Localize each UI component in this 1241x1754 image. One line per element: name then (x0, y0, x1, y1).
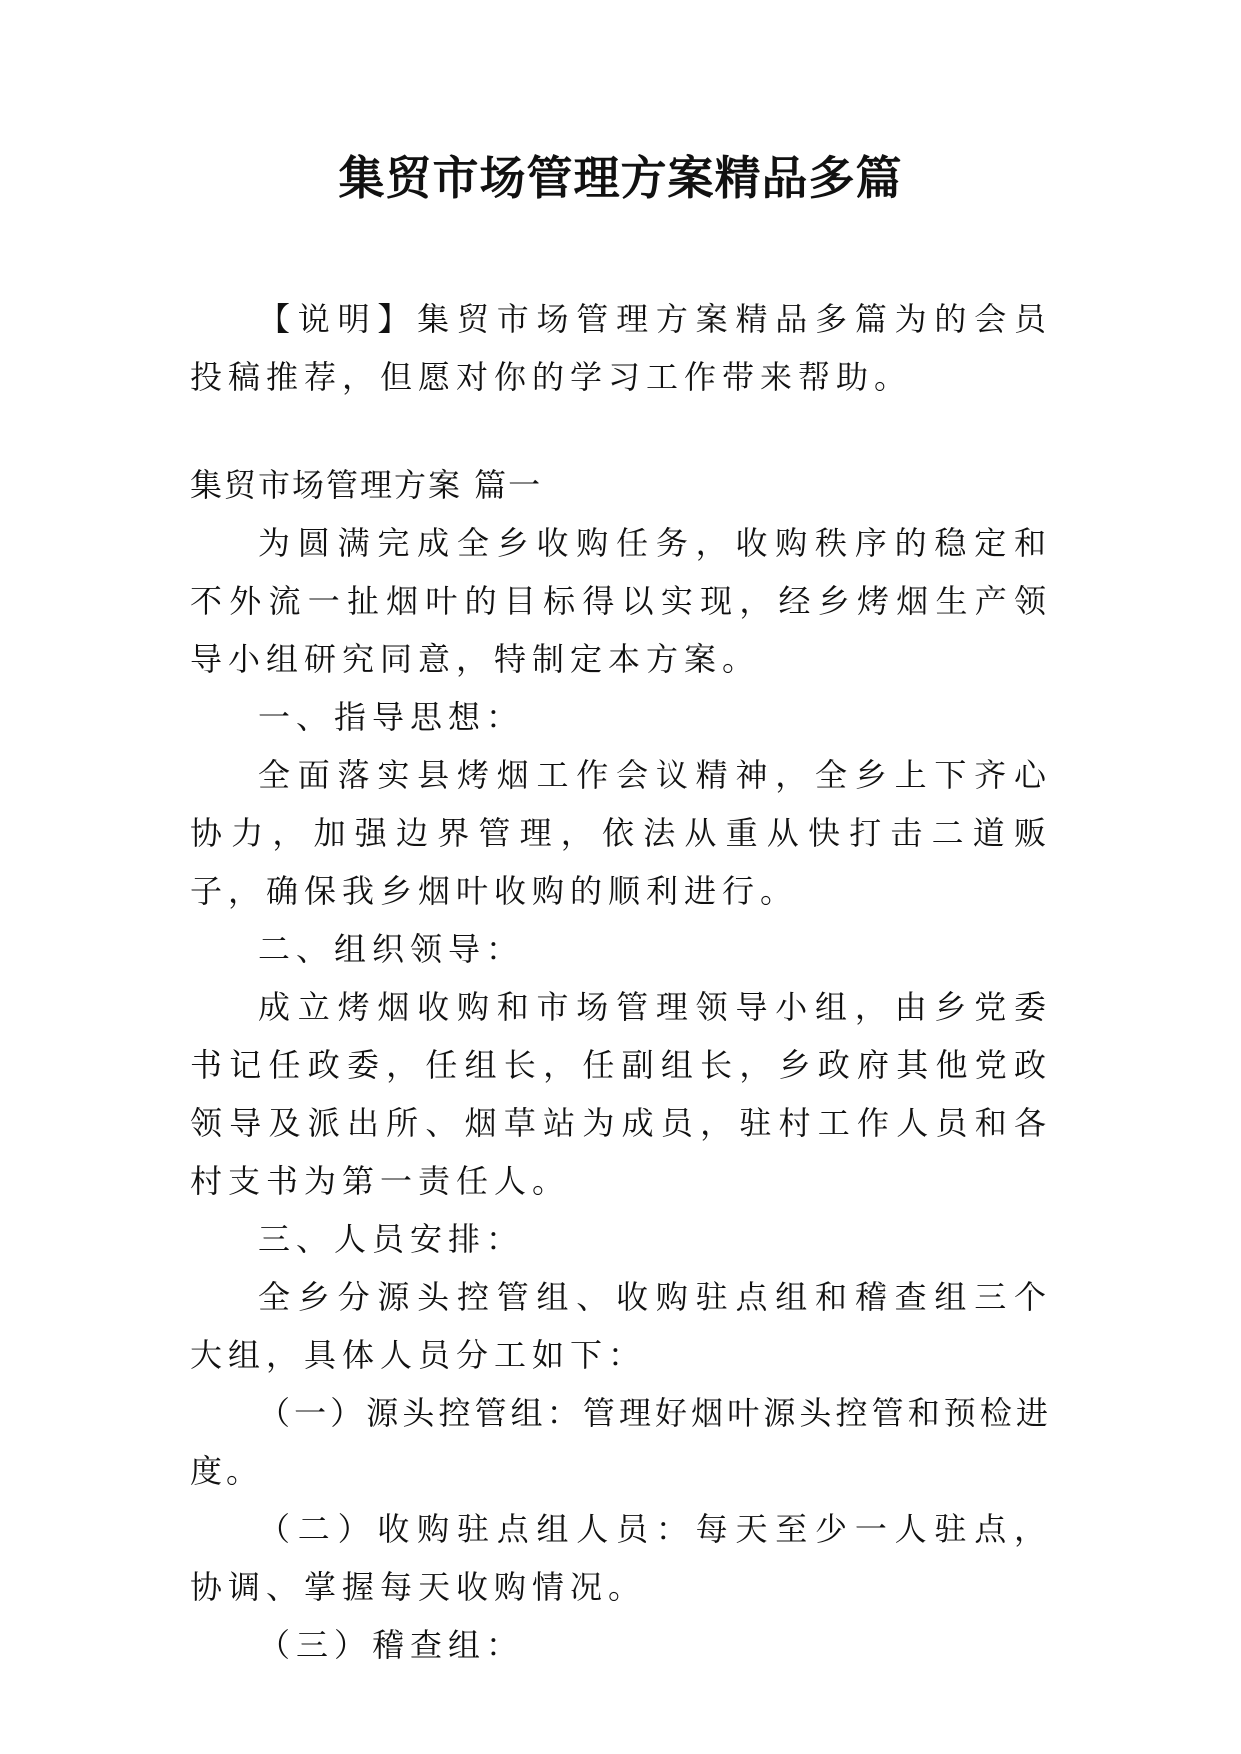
document-title: 集贸市场管理方案精品多篇 (338, 151, 903, 205)
document-body (190, 290, 1052, 1674)
paragraph-guiding-ideology: 全面落实县烤烟工作会议精神，全乡上下齐心协力，加强边界管理，依法从重从快打击二道贩子，确保我乡烟叶收购的顺利进行。 (190, 756, 1052, 910)
intro-paragraph: 【说明】集贸市场管理方案精品多篇为的会员投稿推荐，但愿对你的学习工作带来帮助。 (190, 300, 1052, 396)
item-inspection: （三）稽查组： (258, 1626, 525, 1664)
heading-guiding-ideology: 一、指导思想： (258, 698, 525, 736)
paragraph-organization: 成立烤烟收购和市场管理领导小组，由乡党委书记任政委，任组长，任副组长，乡政府其他党政领导及派出所、烟草站为成员，驻村工作人员和各村支书为第一责任人。 (190, 988, 1052, 1200)
section-heading: 集贸市场管理方案 篇一 (190, 466, 543, 504)
paragraph-purpose: 为圆满完成全乡收购任务，收购秩序的稳定和不外流一扯烟叶的目标得以实现，经乡烤烟生产领导小组研究同意，特制定本方案。 (190, 524, 1052, 678)
item-purchase-station: （二）收购驻点组人员：每天至少一人驻点，协调、掌握每天收购情况。 (190, 1510, 1052, 1606)
heading-staffing: 三、人员安排： (258, 1220, 525, 1258)
heading-organization: 二、组织领导： (258, 930, 525, 968)
item-source-control: （一）源头控管组：管理好烟叶源头控管和预检进度。 (190, 1394, 1052, 1490)
paragraph-staffing: 全乡分源头控管组、收购驻点组和稽查组三个大组，具体人员分工如下： (190, 1278, 1052, 1374)
